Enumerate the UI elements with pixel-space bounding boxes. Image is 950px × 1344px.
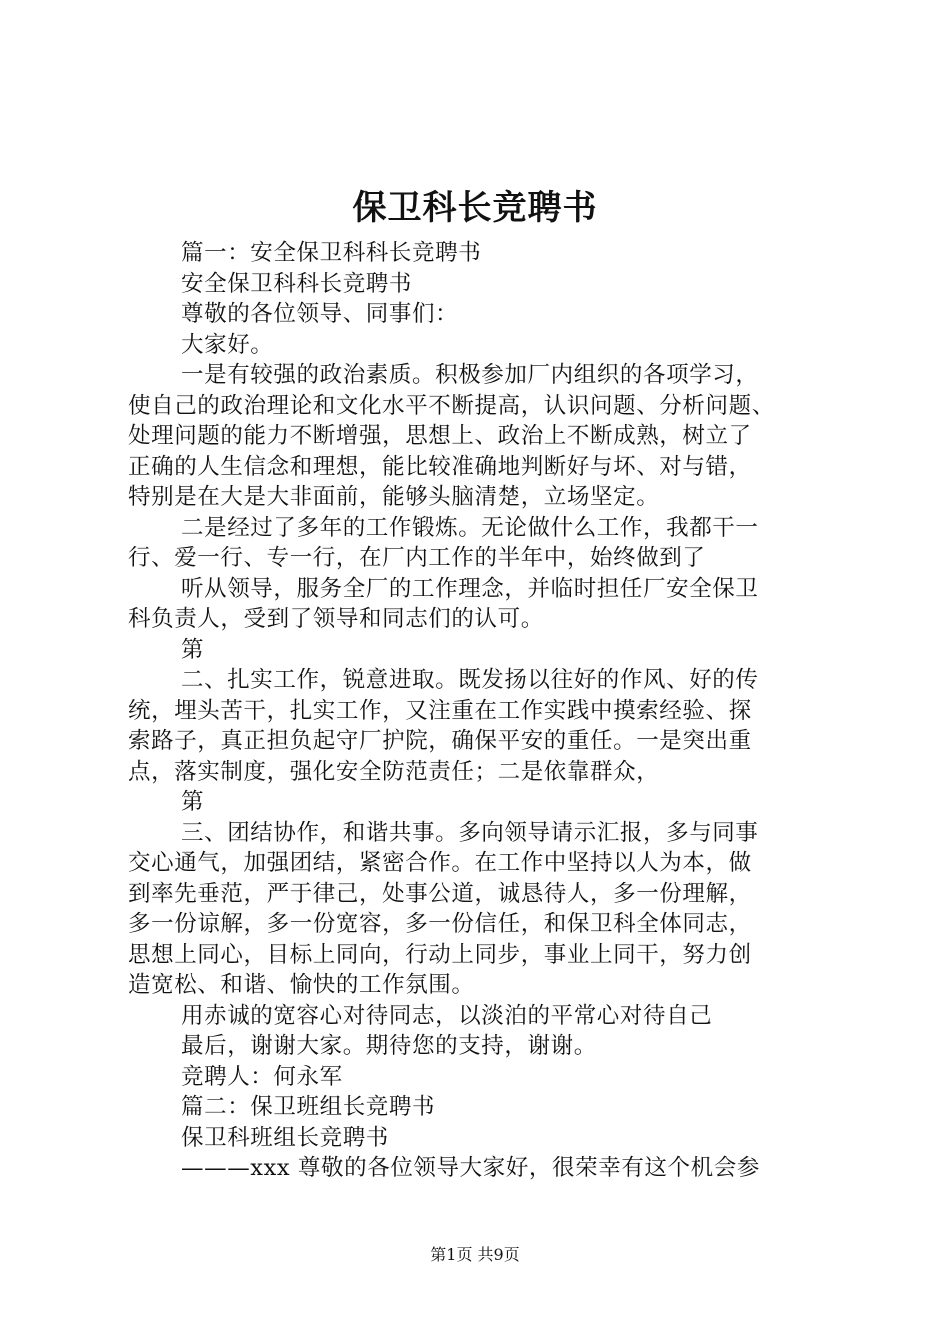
body-line: 使自己的政治理论和文化水平不断提高，认识问题、分析问题、 xyxy=(128,392,775,419)
body-line: 二是经过了多年的工作锻炼。无论做什么工作，我都干一 xyxy=(181,514,759,541)
body-line: 尊敬的各位领导、同事们： xyxy=(181,301,459,327)
body-line: 交心通气，加强团结，紧密合作。在工作中坚持以人为本，做 xyxy=(128,850,752,876)
body-line: 一是有较强的政治素质。积极参加厂内组织的各项学习， xyxy=(181,362,759,388)
body-line: 篇一：安全保卫科科长竞聘书 xyxy=(181,240,482,266)
body-line: 大家好。 xyxy=(181,331,274,358)
body-line: 处理问题的能力不断增强，思想上、政治上不断成熟，树立了 xyxy=(128,423,752,449)
body-line: 统，埋头苦干，扎实工作，又注重在工作实践中摸索经验、探 xyxy=(128,697,752,724)
document-body xyxy=(128,238,834,1184)
body-line: 三、团结协作，和谐共事。多向领导请示汇报，多与同事 xyxy=(181,819,759,846)
body-line: 安全保卫科科长竞聘书 xyxy=(181,270,413,297)
body-line: 多一份谅解，多一份宽容，多一份信任，和保卫科全体同志， xyxy=(128,911,752,937)
page-footer: 第1页 共9页 xyxy=(430,1245,520,1264)
body-line: 科负责人，受到了领导和同志们的认可。 xyxy=(128,606,544,632)
body-line: 保卫科班组长竞聘书 xyxy=(181,1124,389,1151)
body-line: 篇二：保卫班组长竞聘书 xyxy=(181,1094,436,1120)
document-title: 保卫科长竞聘书 xyxy=(352,188,598,228)
body-line: 特别是在大是大非面前，能够头脑清楚，立场坚定。 xyxy=(128,484,660,510)
body-line: ———xxx 尊敬的各位领导大家好，很荣幸有这个机会参 xyxy=(181,1155,760,1181)
body-line: 点，落实制度，强化安全防范责任；二是依靠群众， xyxy=(128,758,660,785)
body-line: 二、扎实工作，锐意进取。既发扬以往好的作风、好的传 xyxy=(181,667,759,693)
body-line: 到率先垂范，严于律己，处事公道，诚恳待人，多一份理解， xyxy=(128,880,752,907)
body-line: 用赤诚的宽容心对待同志，以淡泊的平常心对待自己 xyxy=(181,1002,713,1029)
body-line: 第 xyxy=(181,789,205,815)
body-line: 索路子，真正担负起守厂护院，确保平安的重任。一是突出重 xyxy=(128,728,752,754)
body-line: 竞聘人：何永军 xyxy=(181,1063,343,1090)
body-line: 听从领导，服务全厂的工作理念，并临时担任厂安全保卫 xyxy=(181,575,759,602)
body-line: 第 xyxy=(181,636,205,663)
body-line: 正确的人生信念和理想，能比较准确地判断好与坏、对与错， xyxy=(128,453,752,480)
body-line: 造宽松、和谐、愉快的工作氛围。 xyxy=(128,972,475,998)
body-line: 思想上同心，目标上同向，行动上同步，事业上同干，努力创 xyxy=(128,941,752,968)
body-line: 行、爱一行、专一行，在厂内工作的半年中，始终做到了 xyxy=(128,545,706,571)
body-line: 最后，谢谢大家。期待您的支持，谢谢。 xyxy=(181,1033,597,1059)
